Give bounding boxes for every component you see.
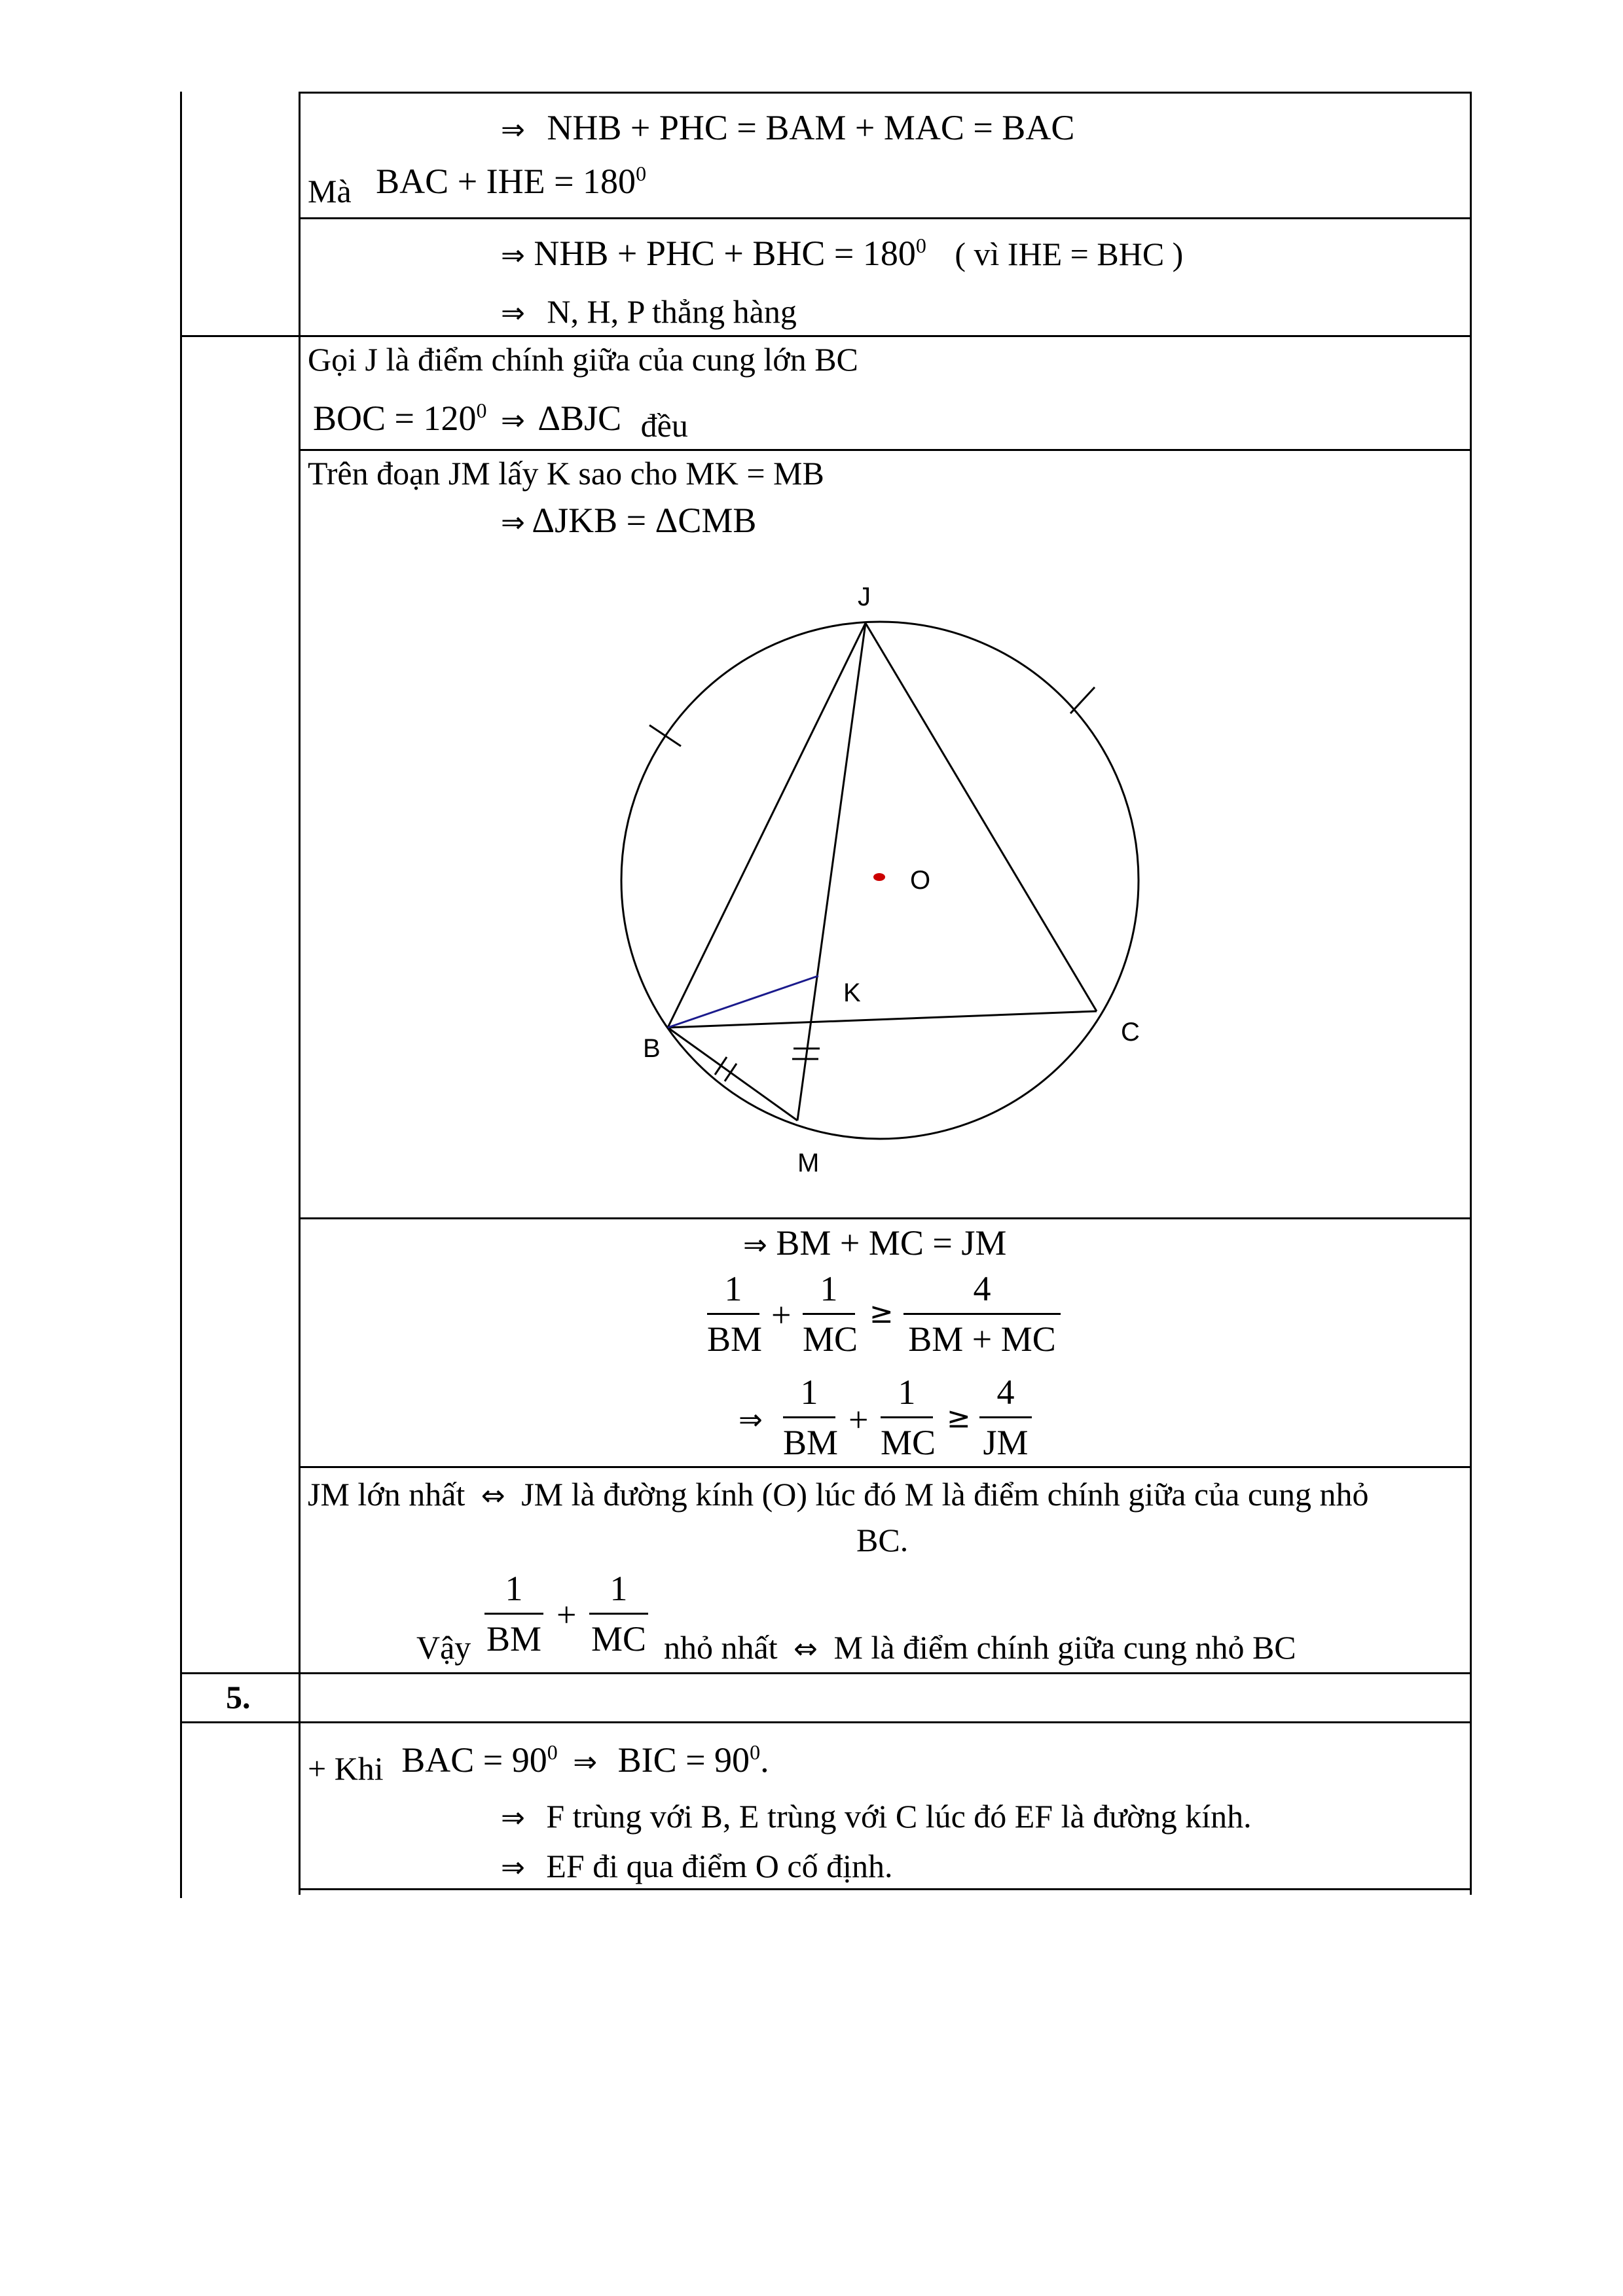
row-rule <box>180 335 1472 337</box>
label-m: M <box>797 1149 820 1177</box>
geq-sign: ≥ <box>869 1297 894 1330</box>
given-prefix: Mà <box>308 173 352 209</box>
table-right-rule <box>1470 92 1472 1895</box>
degree-sup: 0 <box>915 234 926 257</box>
segment-bm <box>668 1028 797 1121</box>
text-line: Gọi J là điểm chính giữa của cung lớn BC <box>308 341 858 378</box>
row-rule <box>180 1721 1472 1723</box>
fraction-num: 1 <box>820 1269 838 1308</box>
segment-bk <box>668 976 818 1028</box>
fraction-num: 1 <box>505 1569 523 1608</box>
segment-bc <box>668 1011 1097 1028</box>
angle-value: BIC = 90 <box>617 1740 750 1780</box>
implies-icon: ⇒ <box>501 1851 525 1884</box>
fraction-den: BM + MC <box>908 1319 1056 1359</box>
tick-mark-arc-left <box>649 725 681 746</box>
triangle-name: ΔBJC <box>538 399 622 438</box>
implies-line <box>501 236 1183 271</box>
min-line <box>664 1631 1296 1664</box>
midpoint-text: M là điểm chính giữa cung nhỏ BC <box>833 1629 1296 1666</box>
collinear-text: N, H, P thẳng hàng <box>547 293 797 330</box>
implies-line <box>501 1850 892 1882</box>
plus-sign: + <box>556 1595 577 1634</box>
fraction <box>484 1571 543 1657</box>
implies-icon: ⇒ <box>501 113 525 147</box>
implies-icon: ⇒ <box>501 404 525 437</box>
case-line <box>308 1740 769 1787</box>
geq-sign: ≥ <box>947 1401 971 1435</box>
angle-value: BAC = 90 <box>401 1740 547 1780</box>
given-line <box>308 162 647 209</box>
plus-sign: + <box>848 1400 869 1439</box>
implies-line <box>501 293 797 329</box>
fraction-den: MC <box>591 1619 647 1659</box>
fraction-den: MC <box>881 1423 936 1462</box>
implies-icon: ⇒ <box>501 1801 525 1835</box>
implies-icon: ⇒ <box>739 1403 763 1437</box>
label-j: J <box>858 583 871 611</box>
implies-line <box>743 1225 1006 1261</box>
fraction <box>881 1372 936 1462</box>
fraction-den: JM <box>983 1423 1029 1462</box>
implies-icon: ⇒ <box>501 296 525 330</box>
conclusion-line <box>308 1478 1369 1511</box>
angle-line <box>313 399 688 444</box>
section-number: 5. <box>226 1679 251 1715</box>
tick-mark-arc-right <box>1070 687 1095 713</box>
implies-icon: ⇒ <box>743 1229 767 1262</box>
fraction-den: BM <box>783 1423 839 1462</box>
label-c: C <box>1121 1018 1140 1047</box>
text-line: Trên đoạn JM lấy K sao cho MK = MB <box>308 455 824 492</box>
min-text: nhỏ nhất <box>664 1629 778 1666</box>
implies-line <box>501 1800 1252 1833</box>
fraction <box>979 1374 1032 1460</box>
segment-jc <box>866 623 1097 1011</box>
fraction-den: BM <box>486 1619 542 1659</box>
row-rule <box>180 1672 1472 1674</box>
center-point-o <box>873 873 885 881</box>
fraction-num: 1 <box>724 1269 742 1308</box>
degree-sup: 0 <box>636 162 647 185</box>
table-mid-rule <box>299 92 301 1895</box>
fraction-num: 1 <box>898 1372 916 1412</box>
label-b: B <box>643 1034 661 1063</box>
text-line: BC. <box>856 1522 909 1558</box>
double-tick-bm-2 <box>725 1064 737 1081</box>
implies-icon: ⇒ <box>501 239 525 272</box>
plus-sign: + <box>771 1295 792 1335</box>
row-rule <box>299 217 1472 219</box>
max-text: JM lớn nhất <box>308 1476 465 1513</box>
case-result: F trùng với B, E trùng với C lúc đó EF là đường kính. <box>546 1798 1252 1835</box>
triangle-suffix: đều <box>640 407 688 444</box>
reason-note: ( vì IHE = BHC ) <box>955 236 1184 272</box>
segment-jb <box>668 623 866 1028</box>
table-left-rule <box>180 92 182 1898</box>
fraction-num: 1 <box>610 1569 628 1608</box>
label-o: O <box>910 866 931 895</box>
row-rule <box>299 92 1472 94</box>
angle-equation: NHB + PHC = BAM + MAC = BAC <box>547 108 1075 147</box>
row-rule <box>299 1888 1472 1890</box>
double-tick-bm-1 <box>715 1057 727 1075</box>
fraction <box>903 1271 1061 1357</box>
label-k: K <box>843 978 861 1007</box>
iff-icon: ⇔ <box>793 1632 818 1666</box>
sum-equation: BM + MC = JM <box>776 1223 1007 1263</box>
implies-line <box>501 110 1074 145</box>
degree-sup: 0 <box>476 399 487 422</box>
fraction <box>783 1372 839 1462</box>
circle-figure <box>589 576 1178 1204</box>
degree-sup: 0 <box>750 1740 761 1764</box>
fraction-num: 4 <box>996 1372 1015 1412</box>
row-rule <box>299 1466 1472 1468</box>
fraction-den: MC <box>803 1319 858 1359</box>
case-conclusion: EF đi qua điểm O cố định. <box>546 1848 893 1884</box>
degree-sup: 0 <box>547 1740 558 1764</box>
fraction-num: 4 <box>973 1269 991 1308</box>
row-rule <box>299 1217 1472 1219</box>
case-prefix: + Khi <box>308 1750 384 1787</box>
iff-icon: ⇔ <box>481 1479 505 1513</box>
angle-sum: BAC + IHE = 180 <box>376 162 636 201</box>
implies-icon: ⇒ <box>501 506 525 539</box>
implies-line <box>501 503 756 538</box>
so-prefix: Vậy <box>416 1629 471 1666</box>
congruence: ΔJKB = ΔCMB <box>532 501 757 540</box>
period: . <box>760 1740 769 1780</box>
fraction-den: BM <box>707 1319 763 1359</box>
implies-icon: ⇒ <box>573 1746 598 1779</box>
row-rule <box>299 449 1472 451</box>
angle-sum: NHB + PHC + BHC = 180 <box>534 234 916 273</box>
fraction <box>803 1269 858 1359</box>
diameter-text: JM là đường kính (O) lúc đó M là điểm chính giữa của cung nhỏ <box>521 1476 1369 1513</box>
angle-value: BOC = 120 <box>313 399 477 438</box>
fraction-num: 1 <box>800 1372 818 1412</box>
fraction <box>707 1269 763 1359</box>
segment-jm <box>797 623 866 1121</box>
fraction <box>589 1571 648 1657</box>
